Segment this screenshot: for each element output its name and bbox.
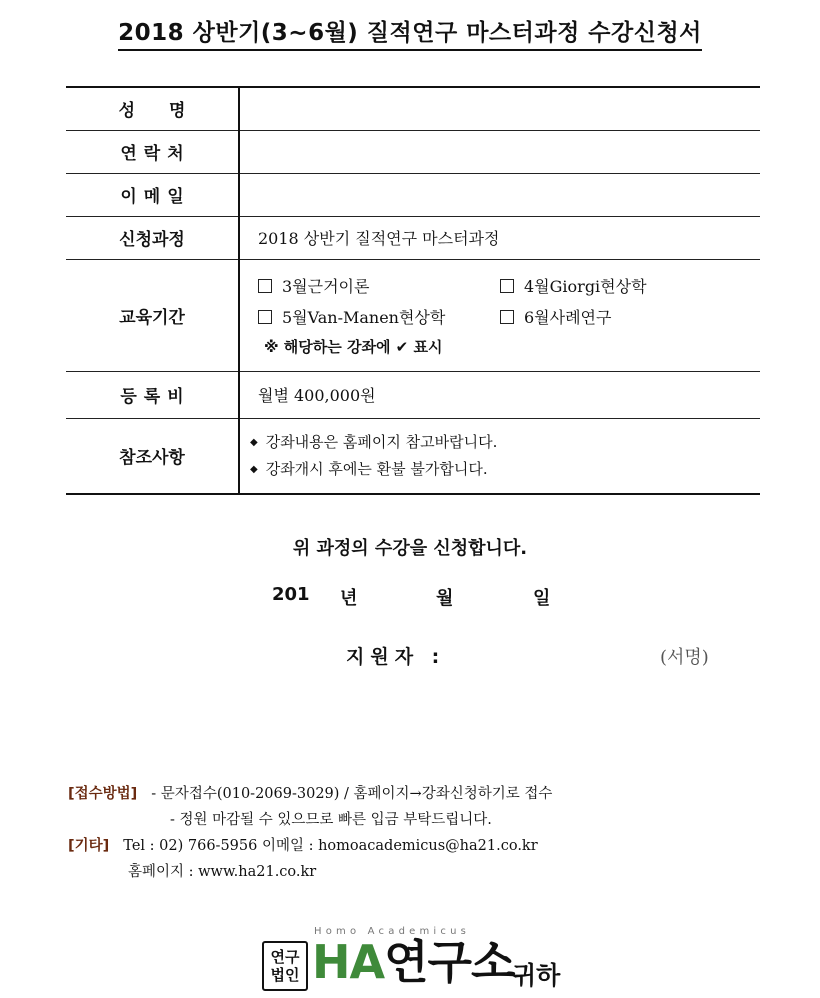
etc-text-1: Tel : 02) 766-5956 이메일 : homoacademicus@ha21.co.kr: [123, 838, 538, 854]
date-month-unit: 월: [436, 588, 454, 609]
form-title: [0, 14, 820, 51]
method-text-1: - 문자접수(010-2069-3029) / 홈페이지→강좌신청하기로 접수: [151, 786, 553, 802]
date-year: 201: [272, 584, 310, 605]
contact-field[interactable]: [239, 130, 760, 173]
name-field[interactable]: [239, 87, 760, 130]
row-email: [66, 173, 760, 216]
fee-label: 등록비: [66, 371, 239, 418]
etc-line-2: 홈페이지 : www.ha21.co.kr: [128, 864, 317, 880]
checkbox-icon[interactable]: [500, 279, 514, 293]
row-fee: [66, 371, 760, 418]
signature-label: (서명): [660, 647, 709, 668]
course-label: 신청과정: [66, 216, 239, 259]
application-form-table: [66, 86, 760, 495]
checkbox-icon[interactable]: [258, 310, 272, 324]
date-year-unit: 년: [340, 588, 358, 609]
row-reference: [66, 418, 760, 494]
checkbox-icon[interactable]: [258, 279, 272, 293]
row-contact: [66, 130, 760, 173]
row-course: [66, 216, 760, 259]
brand-name: HA연구소: [312, 935, 515, 989]
method-line-1: [68, 782, 552, 803]
apply-statement: 위 과정의 수강을 신청합니다.: [292, 538, 528, 559]
method-line-2: - 정원 마감될 수 있으므로 빠른 입금 부탁드립니다.: [170, 812, 492, 828]
name-label: 성 명: [66, 87, 239, 130]
etc-tag: [기타]: [68, 838, 110, 854]
reference-list: [239, 418, 760, 494]
email-label: 이메일: [66, 173, 239, 216]
etc-line-1: [68, 834, 538, 855]
reference-item: ◆ 강좌내용은 홈페이지 참고바랍니다.: [250, 432, 498, 451]
email-field[interactable]: [239, 173, 760, 216]
period-option[interactable]: 4월Giorgi현상학: [500, 274, 700, 297]
institute-logo: [262, 926, 602, 992]
honorific: 귀하: [512, 961, 561, 990]
period-options: [239, 259, 760, 371]
row-period: [66, 259, 760, 371]
checkbox-icon[interactable]: [500, 310, 514, 324]
diamond-bullet-icon: ◆: [250, 436, 258, 448]
contact-label: 연락처: [66, 130, 239, 173]
corporation-badge: 연구 법인: [262, 941, 308, 991]
diamond-bullet-icon: ◆: [250, 463, 258, 475]
period-label: 교육기간: [66, 259, 239, 371]
form-title-text: 2018 상반기(3~6월) 질적연구 마스터과정 수강신청서: [118, 14, 702, 51]
course-value: 2018 상반기 질적연구 마스터과정: [239, 216, 760, 259]
row-name: [66, 87, 760, 130]
reference-item: ◆ 강좌개시 후에는 환불 불가합니다.: [250, 459, 488, 478]
date-day-unit: 일: [533, 588, 551, 609]
logo-tagline: Homo Academicus: [314, 926, 471, 937]
period-option[interactable]: 6월사례연구: [500, 305, 700, 328]
applicant-label: 지원자 :: [346, 646, 446, 668]
period-option[interactable]: 3월근거이론: [258, 274, 500, 297]
fee-value: 월별 400,000원: [239, 371, 760, 418]
period-note: ※ 해당하는 강좌에 ✔ 표시: [264, 337, 443, 356]
method-tag: [접수방법]: [68, 786, 138, 802]
period-option[interactable]: 5월Van-Manen현상학: [258, 305, 500, 328]
reference-label: 참조사항: [66, 418, 239, 494]
